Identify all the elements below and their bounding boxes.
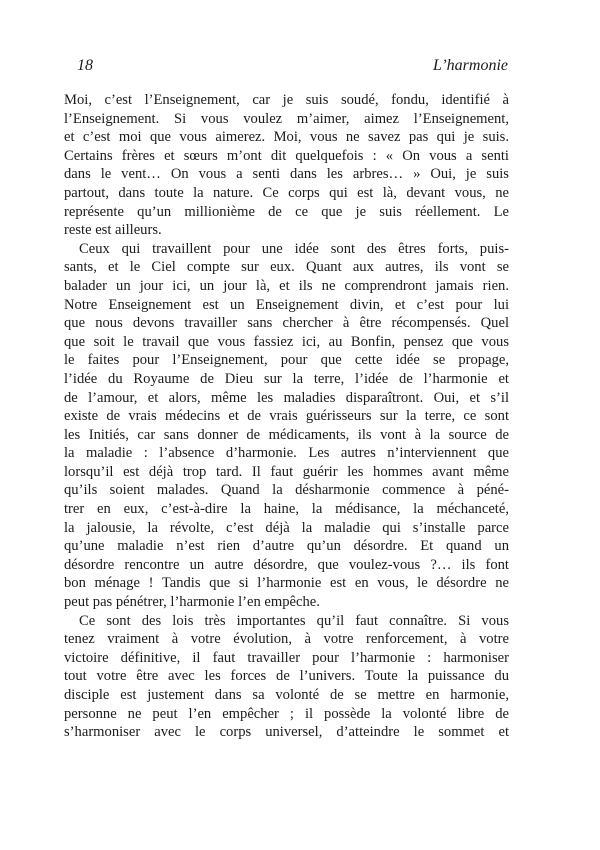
text-line: peut pas pénétrer, l’harmonie l’en empêche. [64,594,320,611]
text-line: que soit le travail que vous fassiez ici, au Bonfin, pensez que vous [64,333,509,350]
text-line: Notre Enseignement est un Enseignement divin, et c’est pour lui [64,296,509,313]
text-line: s’harmoniser avec le corps universel, d’atteindre le sommet et [64,724,509,741]
text-line: reste est ailleurs. [64,222,162,239]
text-line: représente qu’un millionième de ce que je suis réellement. Le [64,203,509,220]
text-line: de l’amour, et alors, même les maladies disparaîtront. Oui, et s’il [64,389,509,406]
text-line: dans le vent… On vous a senti dans les arbres… » Oui, je suis [64,166,509,183]
text-line: victoire définitive, il faut travailler pour l’harmonie : harmoniser [64,649,509,666]
running-title: L’harmonie [433,57,508,74]
text-line: Ceux qui travaillent pour une idée sont des êtres forts, puis- [79,240,509,257]
text-line: partout, dans toute la nature. Ce corps qui est là, devant vous, ne [64,184,509,201]
text-line: Certains frères et sœurs m’ont dit quelquefois : « On vous a senti [64,147,509,164]
text-line: qu’une maladie n’est rien d’autre qu’un désordre. Et quand un [64,538,509,555]
text-line: personne ne peut l’en empêcher ; il possède la volonté libre de [64,705,509,722]
text-line: la jalousie, la révolte, c’est déjà la maladie qui s’installe parce [64,519,509,536]
page-number: 18 [77,57,93,74]
text-line: que nous devons travailler sans chercher à être récompensés. Quel [64,315,509,332]
text-line: disciple est justement dans sa volonté de se mettre en harmonie, [64,687,509,703]
text-line: tout votre être avec les forces de l’univers. Toute la puissance du [64,668,509,685]
text-line: tenez vraiment à votre évolution, à votre renforcement, à votre [64,631,509,648]
text-line: Ce sont des lois très importantes qu’il faut connaître. Si vous [79,612,509,629]
text-line: Moi, c’est l’Enseignement, car je suis soudé, fondu, identifié à [64,92,509,108]
text-line: sants, et le Ciel compte sur eux. Quant aux autres, ils vont se [64,259,509,276]
text-line: bon ménage ! Tandis que si l’harmonie est en vous, le désordre ne [64,575,509,592]
text-line: et c’est moi que vous aimerez. Moi, vous ne savez pas qui je suis. [64,129,509,146]
body-text [64,91,509,742]
text-line: la maladie : l’absence d’harmonie. Les autres n’interviennent que [64,445,509,462]
text-line: balader un jour ici, un jour là, et ils ne comprendront jamais rien. [64,277,509,294]
running-header [66,57,508,75]
text-line: trer en eux, c’est-à-dire la haine, la médisance, la méchanceté, [64,501,509,518]
text-line: désordre rencontre un autre désordre, que voulez-vous ?… ils font [64,556,509,573]
text-line: l’idée du Royaume de Dieu sur la terre, l’idée de l’harmonie et [64,370,509,387]
text-line: les Initiés, car sans donner de médicaments, ils vont à la source de [64,426,509,443]
text-line: qu’ils soient malades. Quand la désharmonie commence à péné- [64,482,509,499]
text-line: lorsqu’il est déjà trop tard. Il faut guérir les hommes avant même [64,463,509,480]
text-line: l’Enseignement. Si vous voulez m’aimer, aimez l’Enseignement, [64,110,509,127]
text-line: existe de vrais médecins et de vrais guérisseurs sur la terre, ce sont [64,408,509,425]
text-line: le faites pour l’Enseignement, pour que cette idée se propage, [64,352,509,369]
